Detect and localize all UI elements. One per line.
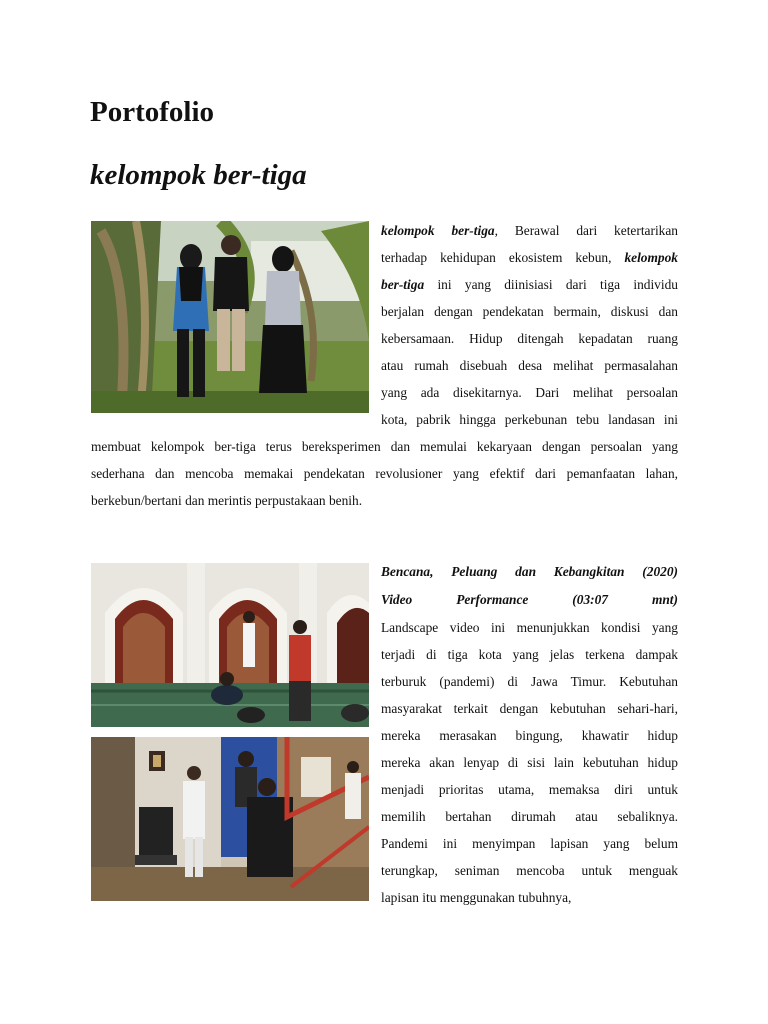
text-line: atau rumah disebuah desa melihat permasalahan [381, 358, 678, 373]
barbershop-photo [91, 737, 369, 901]
text-line: mereka akan lenyap di sisi lain kebutuhan hidup [381, 755, 678, 770]
text-line: masyarakat terkait dengan kebutuhan sehari-hari, [381, 701, 678, 716]
text-line: Pandemi ini menyimpan lapisan yang belum [381, 836, 678, 851]
text-line: yang ada disekitarnya. Dari melihat persoalan [381, 385, 678, 400]
page-subtitle: kelompok ber-tiga [90, 159, 307, 191]
text-line: sederhana dan mencoba memakai pendekatan revolusioner yang efektif dari pemanfaatan lahan, [91, 466, 678, 481]
work-title: Bencana, Peluang dan Kebangkitan (2020) [381, 564, 678, 579]
text-line: lapisan itu menggunakan tubuhnya, [381, 890, 572, 905]
text-line: kelompok ber-tiga, Berawal dari ketertarikan [381, 223, 678, 238]
text-line: berjalan dengan pendekatan bermain, diskusi dan [381, 304, 678, 319]
section2-column-text [381, 558, 678, 911]
work-meta: Video Performance (03:07 mnt) [381, 592, 678, 607]
section1-column-text [381, 217, 678, 433]
barbershop-photo-image [91, 737, 369, 901]
text-line: ber-tiga ini yang diinisiasi dari tiga individu [381, 277, 678, 292]
text-line: terungkap, seniman mencoba untuk menguak [381, 863, 678, 878]
section1-full-text [91, 433, 678, 514]
group-photo-image [91, 221, 369, 413]
page-title: Portofolio [90, 96, 215, 128]
text-line: kebersamaan. Hidup ditengah kepadatan ruang [381, 331, 678, 346]
text-line: terburuk (pandemi) di Jawa Timur. Kebutuhan [381, 674, 678, 689]
mosque-photo [91, 563, 369, 727]
group-photo [91, 221, 369, 413]
text-line: mereka merasakan bingung, khawatir hidup [381, 728, 678, 743]
text-line: terjadi di tiga kota yang jelas terkena dampak [381, 647, 678, 662]
text-line: terhadap kehidupan ekosistem kebun, kelompok [381, 250, 678, 265]
text-line: berkebun/bertani dan merintis perpustakaan benih. [91, 493, 363, 508]
mosque-photo-image [91, 563, 369, 727]
text-line: membuat kelompok ber-tiga terus bereksperimen dan memulai kekaryaan dengan persoalan yang [91, 439, 678, 454]
text-line: memilih bertahan dirumah atau sebaliknya. [381, 809, 678, 824]
text-line: Landscape video ini menunjukkan kondisi yang [381, 620, 678, 635]
text-line: menjadi prioritas utama, memaksa diri untuk [381, 782, 678, 797]
text-line: kota, pabrik hingga perkebunan tebu landasan ini [381, 412, 678, 427]
